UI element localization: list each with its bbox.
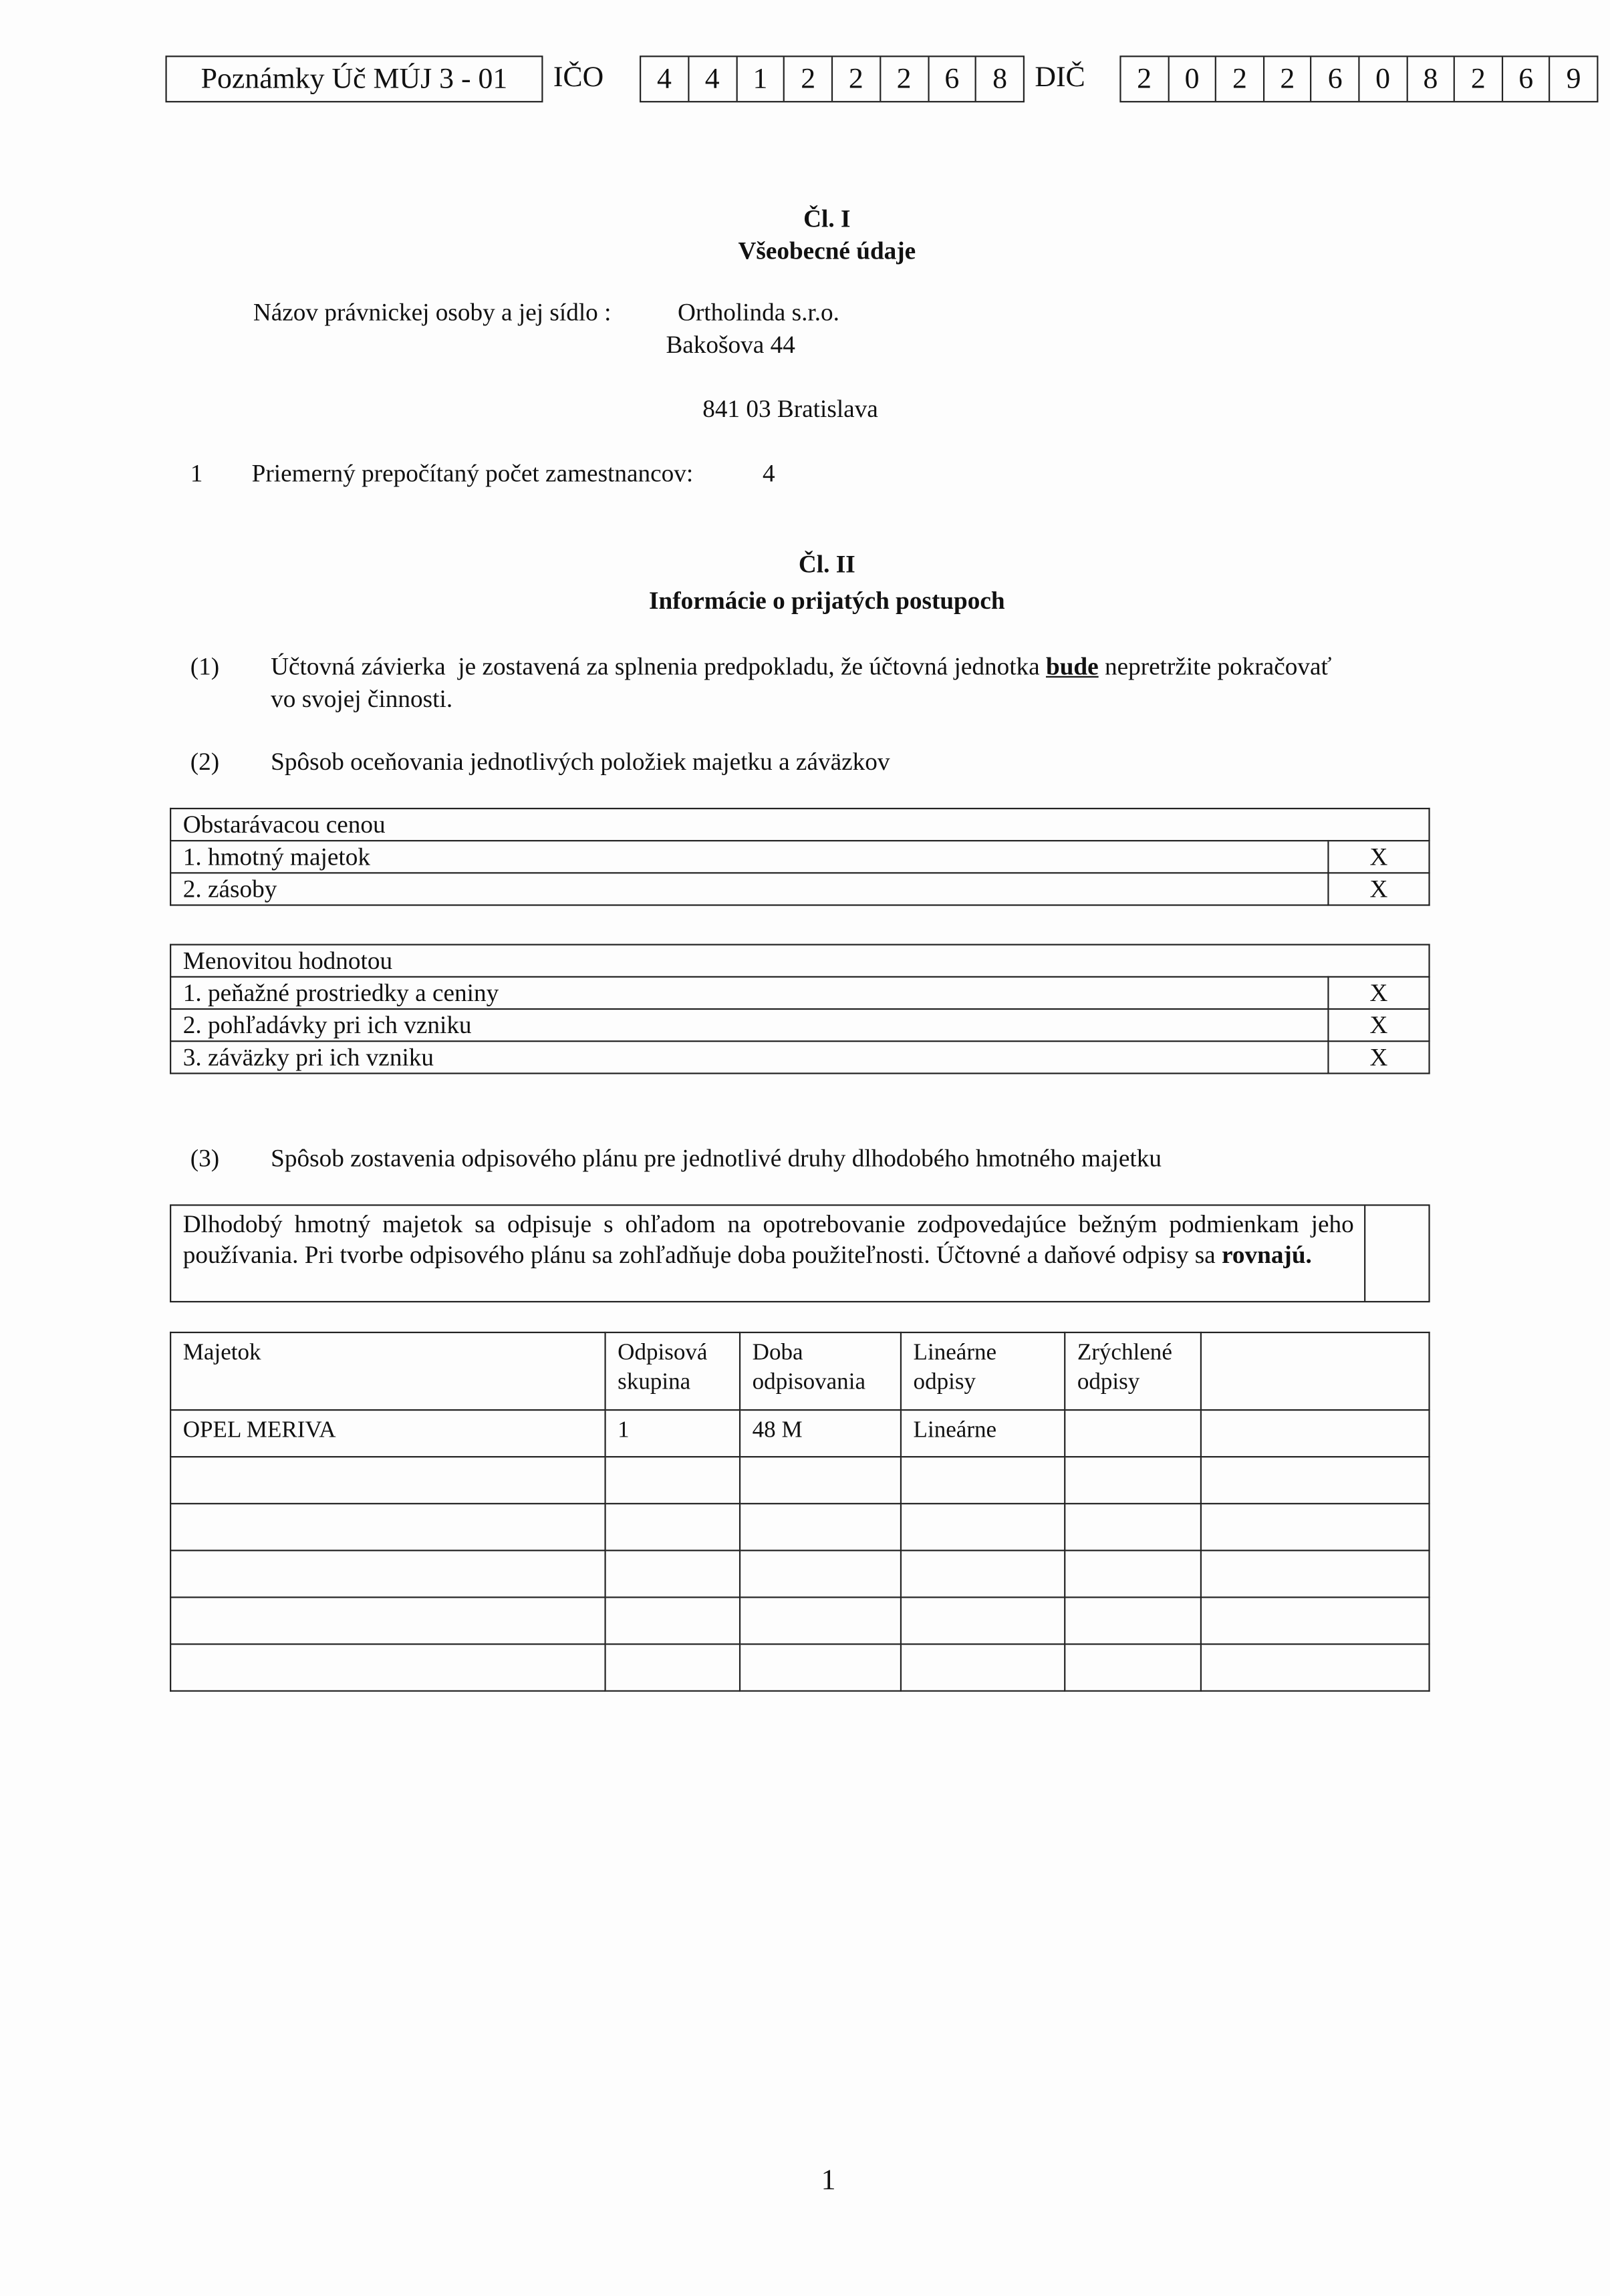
row-mark: X — [1328, 1009, 1429, 1041]
entity-street: Bakošova 44 — [666, 330, 795, 359]
employees-value: 4 — [762, 459, 775, 488]
section1-title: Všeobecné údaje — [738, 237, 916, 265]
cell — [1065, 1410, 1201, 1457]
col-header: Majetok — [170, 1332, 605, 1410]
cell: 48 M — [740, 1410, 901, 1457]
p1-text-b: nepretržite pokračovať — [1098, 652, 1332, 681]
employees-label: Priemerný prepočítaný počet zamestnancov: — [251, 459, 694, 488]
item-number: 1 — [190, 459, 203, 488]
ico-digit: 2 — [881, 57, 929, 101]
row-label: 2. pohľadávky pri ich vzniku — [170, 1009, 1328, 1041]
dic-digit: 2 — [1121, 57, 1169, 101]
ico-digit: 2 — [785, 57, 833, 101]
col-header: Doba odpisovania — [740, 1332, 901, 1410]
col-header — [1201, 1332, 1430, 1410]
dic-digit: 2 — [1264, 57, 1312, 101]
dic-digit: 9 — [1566, 63, 1581, 96]
depreciation-policy-box — [170, 1204, 1430, 1302]
section1-number: Čl. I — [803, 204, 851, 233]
ico-digit: 2 — [833, 57, 881, 101]
asset-table — [170, 1332, 1430, 1692]
dic-digit: 6 — [1312, 57, 1359, 101]
row-mark: X — [1328, 873, 1429, 905]
dic-digit: 0 — [1359, 57, 1407, 101]
p1-bold: bude — [1045, 652, 1099, 681]
ico-digit: 1 — [737, 57, 785, 101]
dic-digit: 8 — [1407, 57, 1455, 101]
p2-number: (2) — [190, 748, 220, 776]
table-header: Obstarávacou cenou — [170, 809, 1429, 841]
row-label: 3. záväzky pri ich vzniku — [170, 1041, 1328, 1073]
entity-label: Názov právnickej osoby a jej sídlo : — [253, 298, 612, 327]
box-divider — [1364, 1206, 1365, 1301]
p1-text-c: vo svojej činnosti. — [271, 684, 453, 713]
p3-text: Spôsob zostavenia odpisového plánu pre jednotlivé druhy dlhodobého hmotného majetku — [271, 1144, 1162, 1173]
row-mark: X — [1328, 1041, 1429, 1073]
section2-title: Informácie o prijatých postupoch — [649, 587, 1005, 615]
row-mark: X — [1328, 977, 1429, 1009]
empty-row — [170, 1550, 1429, 1597]
row-mark: X — [1328, 841, 1429, 873]
col-header: Odpisová skupina — [606, 1332, 740, 1410]
entity-city: 841 03 Bratislava — [702, 395, 878, 423]
ico-digit: 8 — [992, 63, 1007, 96]
entity-name: Ortholinda s.r.o. — [677, 298, 839, 327]
dic-label: DIČ — [1035, 61, 1085, 94]
dic-digit: 2 — [1216, 57, 1264, 101]
dic-digit: 6 — [1503, 57, 1551, 101]
ico-digit: 4 — [689, 57, 737, 101]
valuation-nominal-table — [170, 944, 1430, 1074]
p1-number: (1) — [190, 652, 220, 681]
p2-text: Spôsob oceňovania jednotlivých položiek majetku a záväzkov — [271, 748, 890, 776]
ico-cells — [640, 55, 1025, 102]
cell — [1201, 1410, 1430, 1457]
dic-digit: 2 — [1455, 57, 1502, 101]
dic-cells — [1119, 55, 1598, 102]
cell: Lineárne — [901, 1410, 1065, 1457]
empty-row — [170, 1457, 1429, 1503]
section2-number: Čl. II — [798, 550, 855, 579]
empty-row — [170, 1644, 1429, 1691]
page-number: 1 — [821, 2164, 836, 2197]
ico-digit: 4 — [641, 57, 689, 101]
cell: OPEL MERIVA — [170, 1410, 605, 1457]
row-label: 1. peňažné prostriedky a ceniny — [170, 977, 1328, 1009]
policy-bold: rovnajú. — [1222, 1241, 1312, 1269]
ico-digit: 6 — [929, 57, 977, 101]
col-header: Zrýchlené odpisy — [1065, 1332, 1201, 1410]
empty-row — [170, 1503, 1429, 1550]
valuation-cost-table — [170, 808, 1430, 906]
form-label: Poznámky Úč MÚJ 3 - 01 — [200, 63, 508, 96]
p1-text — [271, 653, 1331, 682]
empty-row — [170, 1597, 1429, 1644]
dic-digit: 0 — [1169, 57, 1216, 101]
table-header: Menovitou hodnotou — [170, 945, 1429, 977]
row-label: 1. hmotný majetok — [170, 841, 1328, 873]
policy-text: Dlhodobý hmotný majetok sa odpisuje s ohľadom na opotrebovanie zodpovedajúce bežným podmienkam jeho používania. Pri tvorbe odpisového plánu sa zohľadňuje doba použiteľnosti. Účtovné a daňové odpisy sa — [182, 1210, 1354, 1269]
depreciation-policy-text — [183, 1209, 1354, 1270]
form-label-box — [165, 55, 543, 102]
p1-text-a: Účtovná závierka je zostavená za splnenia predpokladu, že účtovná jednotka — [271, 652, 1046, 681]
col-header: Lineárne odpisy — [901, 1332, 1065, 1410]
ico-label: IČO — [553, 61, 604, 94]
row-label: 2. zásoby — [170, 873, 1328, 905]
p3-number: (3) — [190, 1144, 220, 1173]
cell: 1 — [606, 1410, 740, 1457]
